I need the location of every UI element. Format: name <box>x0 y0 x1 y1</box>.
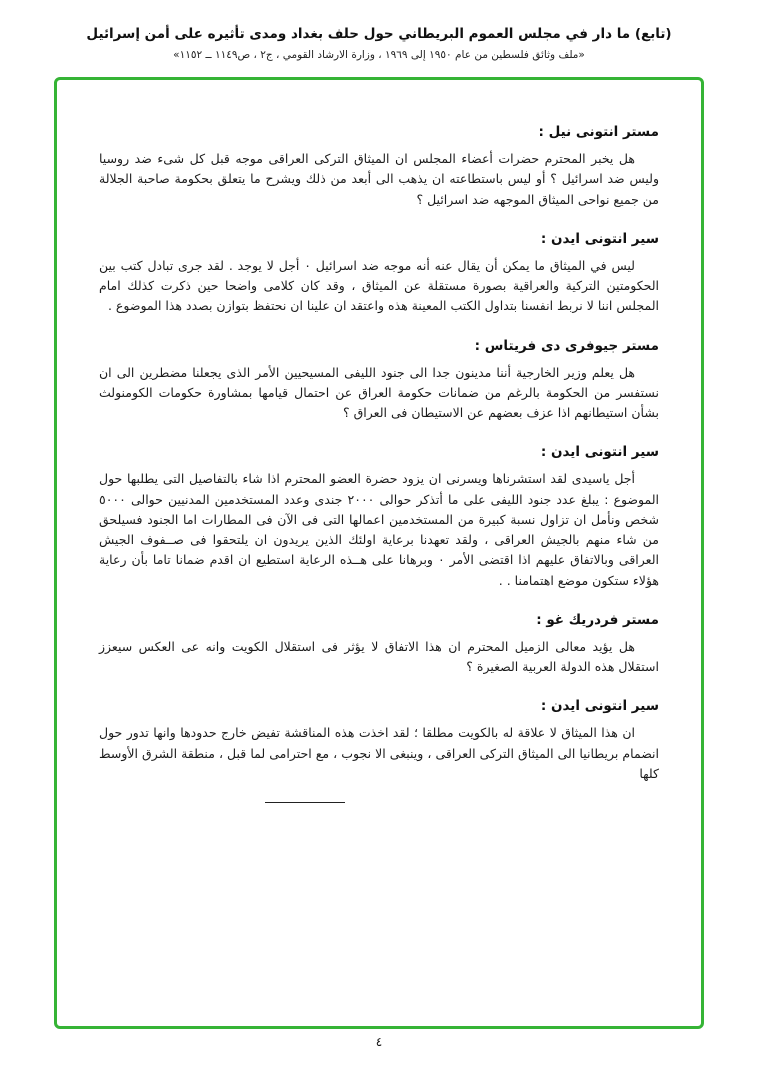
section-sir-anthony-eden-3 <box>99 698 659 784</box>
speaker-heading: مستر جيوفرى دى فريتاس : <box>474 337 659 354</box>
page-header <box>0 26 758 61</box>
speaker-paragraph: هل يخبر المحترم حضرات أعضاء المجلس ان الميثاق التركى العراقى موجه قبل كل شىء ضد روسيا وليس ضد اسرائيل ؟ أو ليس باستطاعته ان يذهب الى أبعد من ذلك ويشرح ما يتعلق بحكومة صاحبة الجلالة من جميع نواحى الميثاق الموجهه ضد اسرائيل ؟ <box>99 151 659 207</box>
section-mr-anthony-neil <box>99 124 659 210</box>
speaker-paragraph: أجل ياسيدى لقد استشرناها ويسرنى ان يزود حضرة العضو المحترم اذا شاء بالتفاصيل التى يطلبها حول الموضوع : يبلغ عدد جنود الليفى على ما أتذكر حوالى ٢٠٠٠ جندى وعدد المستخدمين المدنيين حوالى ٥٠٠٠ شخص ونأمل ان تزاول نسبة كبيرة من المستخدمين اعمالها التى فى الآن فى المطارات اما الجنود فسيلحق من شاء منهم بالجيش العراقى ، ولقد تعهدنا برعاية اولئك الذين يريدون ان يلتحقوا فى صــفوف الجيش العراقى وبالاتفاق عليهم اذا اقتضى الأمر ٠ وبرهانا على هــذه الرعاية استطيع ان اقدم ضمانا تاما بأن رعاية هؤلاء ستكون موضع اهتمامنا . . <box>99 471 660 588</box>
speaker-paragraph: ليس في الميثاق ما يمكن أن يقال عنه أنه موجه ضد اسرائيل ٠ أجل لا يوجد . لقد جرى تبادل كتب بين الحكومتين التركية والعراقية بصورة مستقلة عن الميثاق ، وقد كان كلامى واضحا حين ذكرت كذلك امام المجلس اننا لا نربط انفسنا بتداول الكتب المعينة هذه واعتقد ان علينا ان نحتفظ بتوازن بصدد هذا الموضوع . <box>99 257 659 314</box>
section-sir-anthony-eden-1 <box>99 231 659 317</box>
bordered-text-box <box>54 77 704 1029</box>
speaker-paragraph: هل يؤيد معالى الزميل المحترم ان هذا الاتفاق لا يؤثر فى استقلال الكويت وانه عى العكس سيعزز استقلال هذه الدولة العربية الصغيرة ؟ <box>99 638 659 674</box>
section-mr-geoffrey-de-freitas <box>99 338 659 424</box>
speaker-heading: سير انتونى ايدن : <box>540 698 659 715</box>
end-divider <box>265 802 345 803</box>
section-mr-frederick-gough <box>99 612 659 678</box>
document-source-line: «ملف وثائق فلسطين من عام ١٩٥٠ إلى ١٩٦٩ ، وزارة الارشاد القومي ، ج٢ ، ص١١٤٩ ــ ١١٥٢» <box>173 49 585 61</box>
speaker-paragraph: ان هذا الميثاق لا علاقة له بالكويت مطلقا ؛ لقد اخذت هذه المناقشة تفيض خارج حدودها وانها تدور حول انضمام بريطانيا الى الميثاق التركى العراقى ، وينبغى الا نجوب ، مع احترامى لما قبل ، منطقة الشرق الأوسط كلها <box>99 725 659 781</box>
speaker-heading: مستر فردريك غو : <box>536 611 659 628</box>
speaker-paragraph: هل يعلم وزير الخارجية أننا مدينون جدا الى جنود الليفى المسيحيين الأمر الذى يجعلنا مضطرين الى ان نستفسر من الحكومة بالرغم من ضمانات حكومة العراق عن احتمال قيامها بمشاورة حكومات الكومنولث بشأن استيطانهم اذا عزف بعضهم عن الاستيطان فى العراق ؟ <box>99 364 659 420</box>
page-number: ٤ <box>375 1035 383 1049</box>
document-title: (تابع) ما دار في مجلس العموم البريطاني حول حلف بغداد ومدى تأثيره على أمن إسرائيل <box>86 26 672 42</box>
speaker-heading: سير انتونى ايدن : <box>540 444 659 461</box>
section-sir-anthony-eden-2 <box>99 444 659 591</box>
speaker-heading: مستر انتونى نيل : <box>538 124 659 140</box>
speaker-heading: سير انتونى ايدن : <box>540 230 659 247</box>
